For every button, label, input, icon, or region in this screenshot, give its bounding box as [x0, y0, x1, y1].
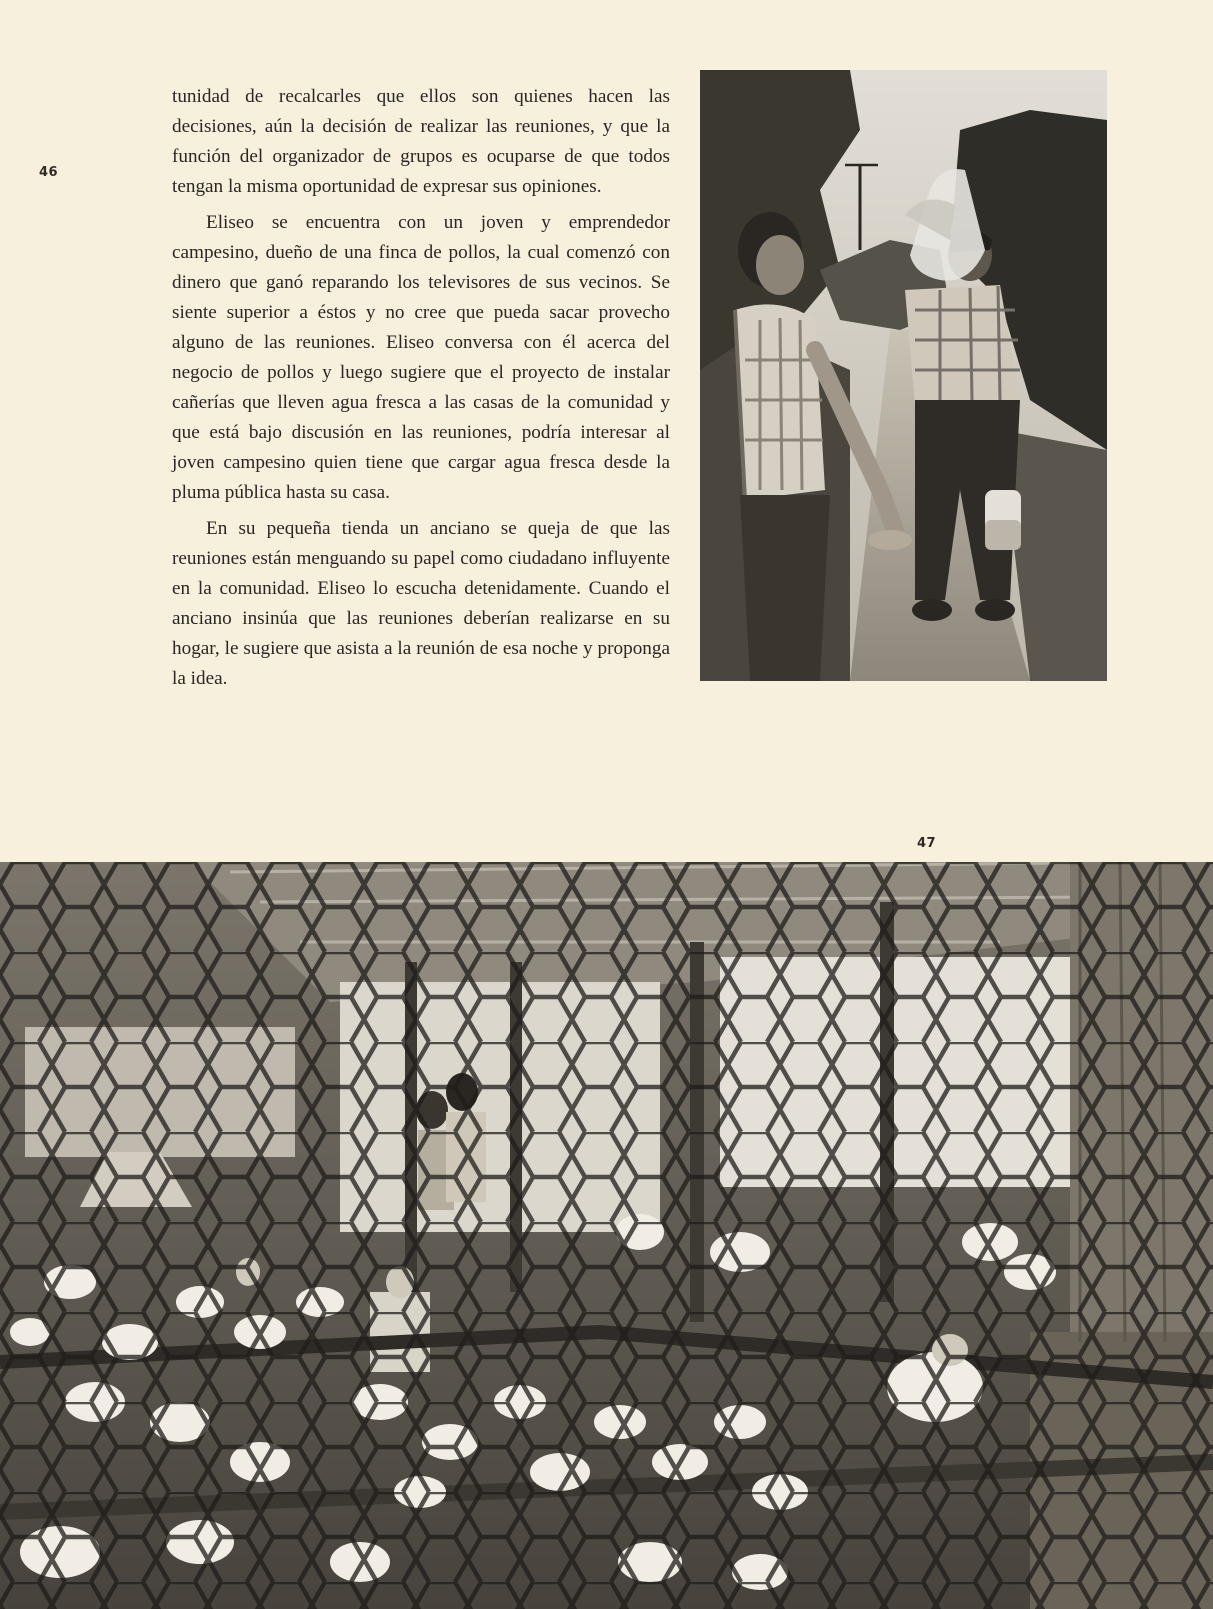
- photo-chicken-coop: [0, 862, 1213, 1609]
- photo-men-with-water-jugs-drawing: [700, 70, 1107, 681]
- paragraph-3: En su pequeña tienda un anciano se queja de que las reuniones están menguando su papel como ciudadano influyente en la comunidad. Eliseo lo escucha detenidamente. Cuando el anciano insinúa que las reuniones deberían realizarse en su hogar, le sugiere que asista a la reunión de esa noche y proponga la idea.: [172, 518, 670, 689]
- paragraph-2: Eliseo se encuentra con un joven y emprendedor campesino, dueño de una finca de pollos, la cual comenzó con dinero que ganó reparando los televisores de sus vecinos. Se siente superior a éstos y no cree que pueda sacar provecho alguno de las reuniones. Eliseo conversa con él acerca del negocio de pollos y luego sugiere que el proyecto de instalar cañerías que lleven agua fresca a las casas de la comunidad y que está bajo discusión en las reuniones, podría interesar al joven campesino quien tiene que cargar agua fresca desde la pluma pública hasta su casa.: [172, 212, 670, 503]
- body-text-column: [172, 82, 670, 694]
- photo-chicken-coop-drawing: [0, 862, 1213, 1609]
- photo-men-with-water-jugs: [700, 70, 1107, 681]
- page-number-left: 46: [39, 165, 59, 180]
- page-number-right: 47: [917, 836, 937, 851]
- paragraph-1: tunidad de recalcarles que ellos son quienes hacen las decisiones, aún la decisión de realizar las reuniones, y que la función del organizador de grupos es ocuparse de que todos tengan la misma oportunidad de expresar sus opiniones.: [172, 86, 670, 197]
